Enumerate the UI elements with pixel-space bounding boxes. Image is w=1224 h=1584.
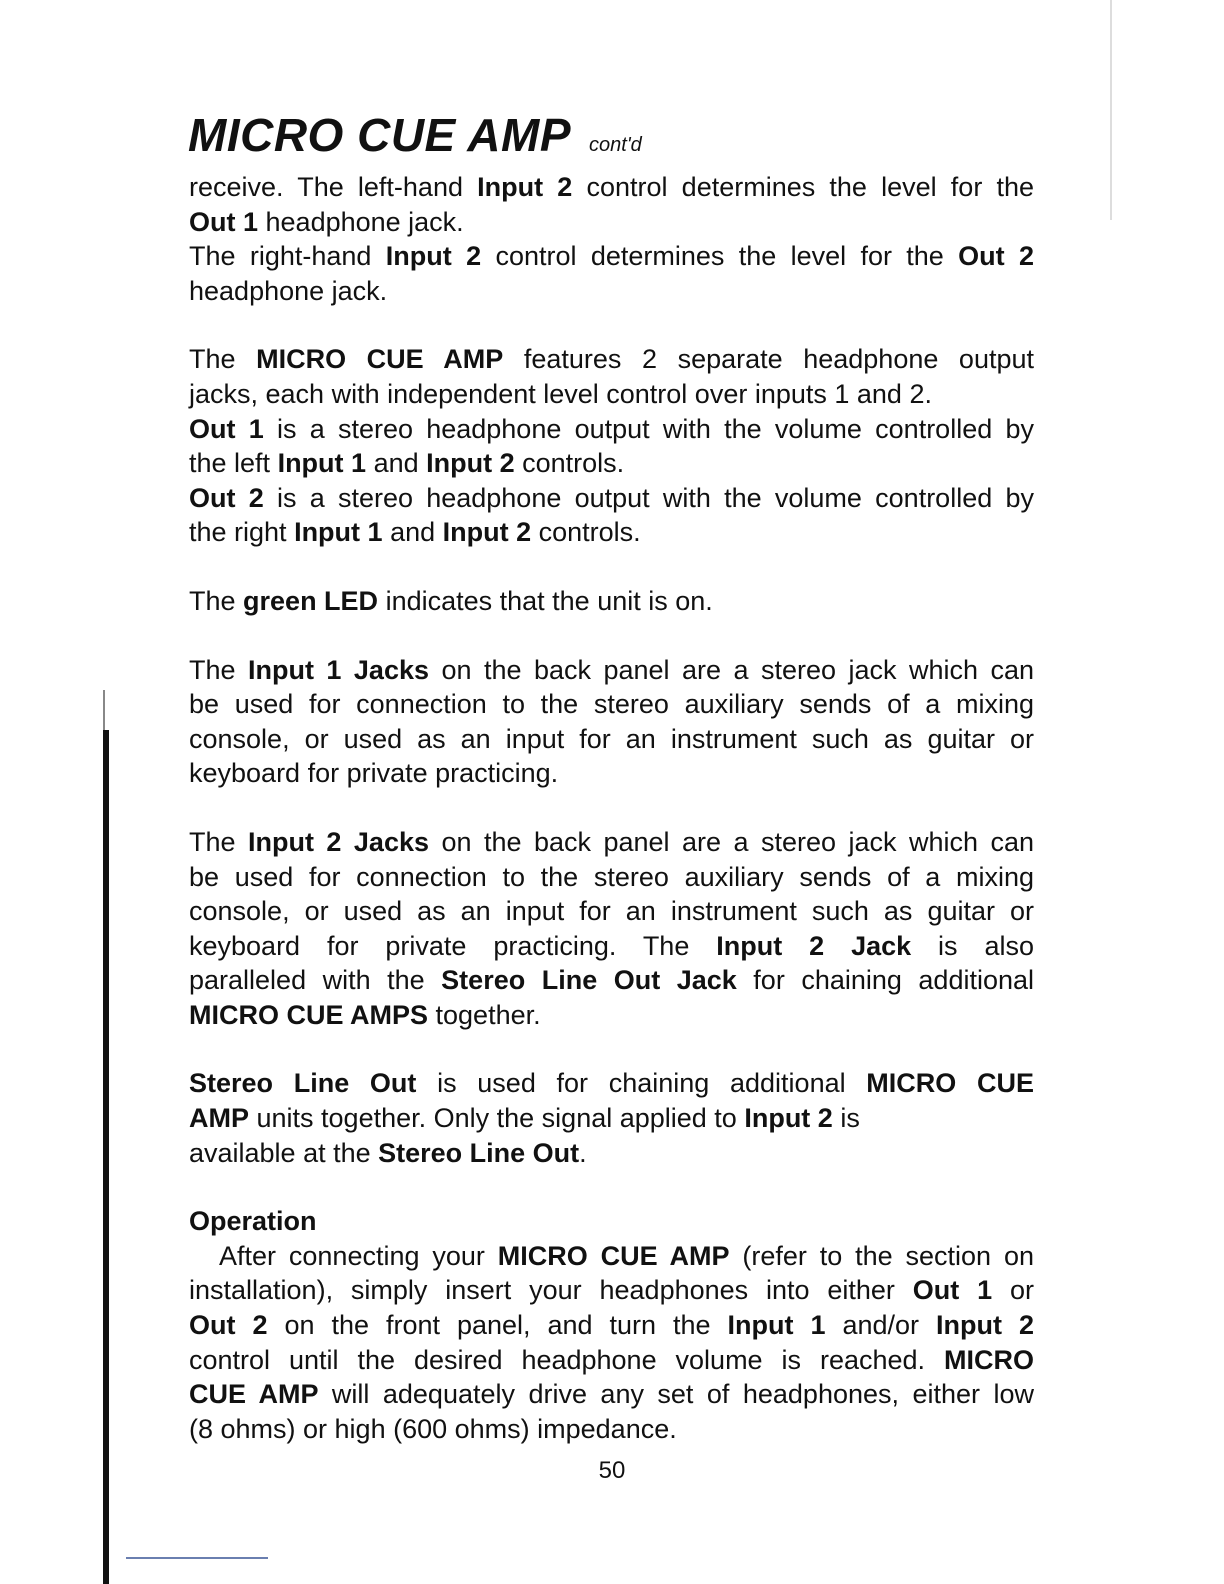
text-line: The Input 1 Jacks on the back panel are a stereo jack which can (189, 654, 1034, 685)
text-line: console, or used as an input for an instrument such as guitar or (189, 896, 1034, 927)
text-line: paralleled with the Stereo Line Out Jack for chaining additional (189, 965, 1035, 996)
text-line: MICRO CUE AMPS together. (189, 999, 541, 1030)
text-line: The green LED indicates that the unit is on. (189, 585, 713, 616)
body-text (189, 170, 1034, 1446)
page-binding-edge (103, 730, 109, 1584)
page-binding-edge-top (103, 690, 105, 732)
text-line: keyboard for private practicing. (189, 758, 559, 789)
text-line: the left Input 1 and Input 2 controls. (189, 448, 625, 479)
text-line: Stereo Line Out is used for chaining additional MICRO CUE (189, 1068, 1034, 1099)
text-line: be used for connection to the stereo auxiliary sends of a mixing (189, 689, 1034, 720)
text-line: the right Input 1 and Input 2 controls. (189, 517, 641, 548)
text-line: CUE AMP will adequately drive any set of headphones, either low (189, 1379, 1034, 1410)
text-line: available at the Stereo Line Out. (189, 1137, 587, 1168)
section-operation (189, 1204, 1034, 1446)
text-line: The Input 2 Jacks on the back panel are a stereo jack which can (189, 826, 1034, 857)
text-line: installation), simply insert your headphones into either Out 1 or (189, 1275, 1034, 1306)
title-text: MICRO CUE AMP (188, 109, 572, 161)
text-line: keyboard for private practicing. The Input 2 Jack is also (189, 930, 1034, 961)
paragraph-input2-controls (189, 170, 1034, 308)
text-line: headphone jack. (189, 275, 388, 306)
text-line: The right-hand Input 2 control determines the level for the Out 2 (189, 241, 1034, 272)
text-line: console, or used as an input for an instrument such as guitar or (189, 723, 1034, 754)
paragraph-input2-jacks (189, 825, 1034, 1033)
operation-heading: Operation (189, 1206, 317, 1237)
text-line: Out 1 is a stereo headphone output with the volume controlled by (189, 413, 1034, 444)
page-title (188, 109, 642, 161)
text-line: (8 ohms) or high (600 ohms) impedance. (189, 1413, 677, 1444)
paragraph-input1-jacks (189, 653, 1034, 791)
bottom-rule (126, 1557, 268, 1559)
text-line: jacks, each with independent level control over inputs 1 and 2. (189, 378, 932, 409)
page-right-edge (1110, 0, 1112, 220)
text-line: Out 2 on the front panel, and turn the Input 1 and/or Input 2 (189, 1310, 1034, 1341)
page-number: 50 (598, 1457, 626, 1484)
text-line: AMP units together. Only the signal applied to Input 2 is (189, 1103, 860, 1134)
paragraph-stereo-line-out (189, 1066, 1034, 1170)
paragraph-outputs (189, 342, 1034, 550)
text-line: Out 1 headphone jack. (189, 206, 464, 237)
text-line: Out 2 is a stereo headphone output with the volume controlled by (189, 482, 1034, 513)
title-contd: cont'd (589, 134, 642, 156)
text-line: After connecting your MICRO CUE AMP (refer to the section on (219, 1240, 1034, 1271)
text-line: control until the desired headphone volume is reached. MICRO (189, 1344, 1034, 1375)
paragraph-green-led (189, 584, 1034, 619)
text-line: receive. The left-hand Input 2 control determines the level for the (189, 172, 1035, 202)
text-line: be used for connection to the stereo auxiliary sends of a mixing (189, 861, 1034, 892)
text-line: The MICRO CUE AMP features 2 separate headphone output (189, 344, 1035, 375)
